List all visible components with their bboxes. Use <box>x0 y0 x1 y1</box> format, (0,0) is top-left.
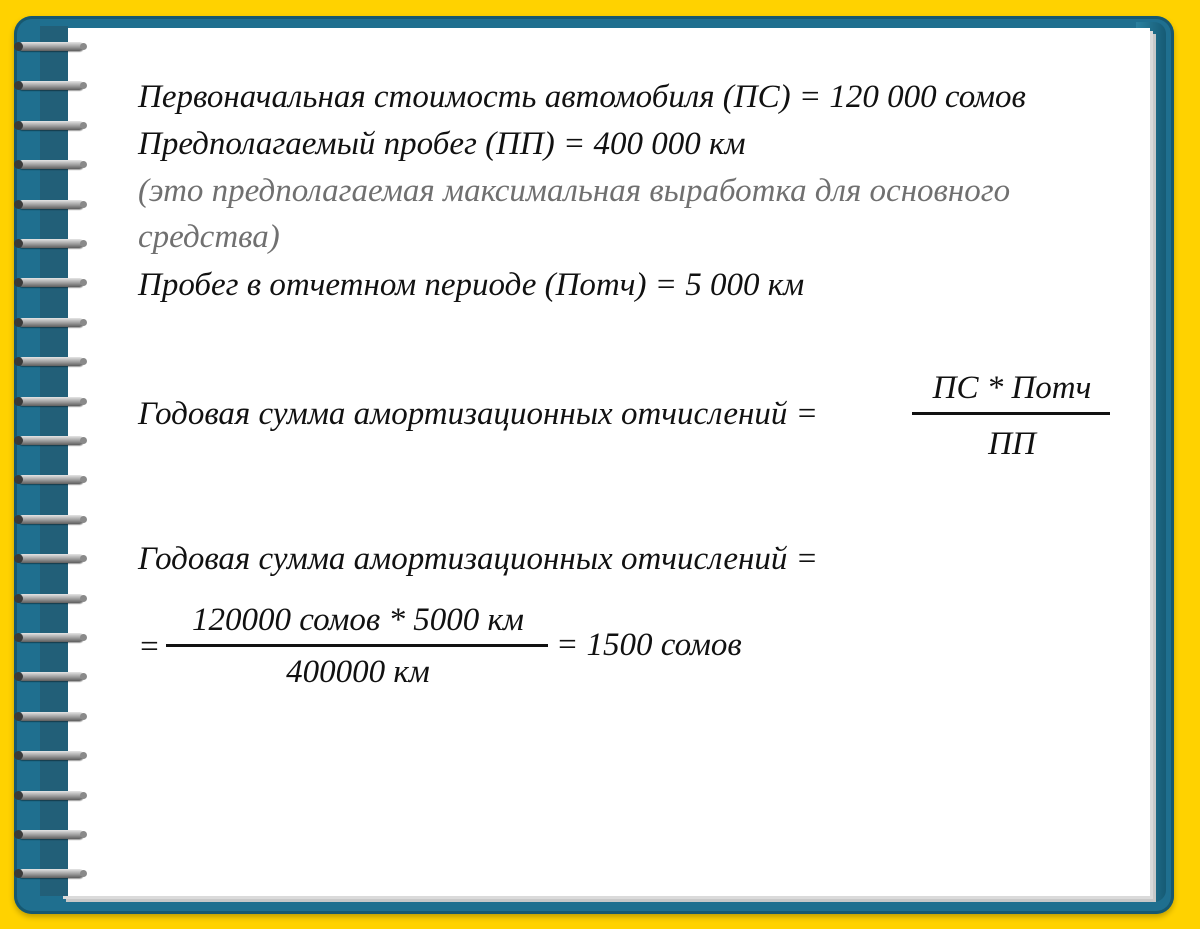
spiral-ring <box>18 357 84 366</box>
formula-numerator: ПС * Потч <box>932 370 1092 406</box>
spiral-ring <box>18 160 84 169</box>
formula-label: Годовая сумма амортизационных отчислений = <box>138 396 818 432</box>
note-line-1: (это предполагаемая максимальная выработка для основного <box>138 173 1011 209</box>
spiral-ring <box>18 712 84 721</box>
spiral-ring <box>18 869 84 878</box>
spiral-ring <box>18 42 84 51</box>
spiral-ring <box>18 278 84 287</box>
formula-fraction-bar <box>912 412 1110 415</box>
spiral-ring <box>18 436 84 445</box>
spiral-ring <box>18 633 84 642</box>
spiral-ring <box>18 830 84 839</box>
spiral-ring <box>18 554 84 563</box>
spiral-ring <box>18 515 84 524</box>
calculation-equals: = <box>138 629 161 665</box>
calculation-numerator: 120000 сомов * 5000 км <box>192 602 524 638</box>
spiral-ring <box>18 200 84 209</box>
calculation-fraction-bar <box>166 644 548 647</box>
spiral-ring <box>18 475 84 484</box>
expected-mileage-line: Предполагаемый пробег (ПП) = 400 000 км <box>138 126 746 162</box>
spiral-ring <box>18 791 84 800</box>
spiral-ring <box>18 81 84 90</box>
calculation-denominator: 400000 км <box>286 654 430 690</box>
spiral-ring <box>18 239 84 248</box>
note-line-2: средства) <box>138 219 280 255</box>
formula-denominator: ПП <box>988 426 1036 462</box>
spiral-ring <box>18 397 84 406</box>
initial-cost-line: Первоначальная стоимость автомобиля (ПС) = 120 000 сомов <box>138 79 1026 115</box>
period-mileage-line: Пробег в отчетном периоде (Потч) = 5 000 км <box>138 267 805 303</box>
spiral-ring <box>18 672 84 681</box>
binder-spine <box>40 26 68 896</box>
spiral-ring <box>18 751 84 760</box>
calculation-label: Годовая сумма амортизационных отчислений = <box>138 541 818 577</box>
spiral-ring <box>18 318 84 327</box>
calculation-result: = 1500 сомов <box>556 627 742 663</box>
spiral-ring <box>18 594 84 603</box>
spiral-ring <box>18 121 84 130</box>
